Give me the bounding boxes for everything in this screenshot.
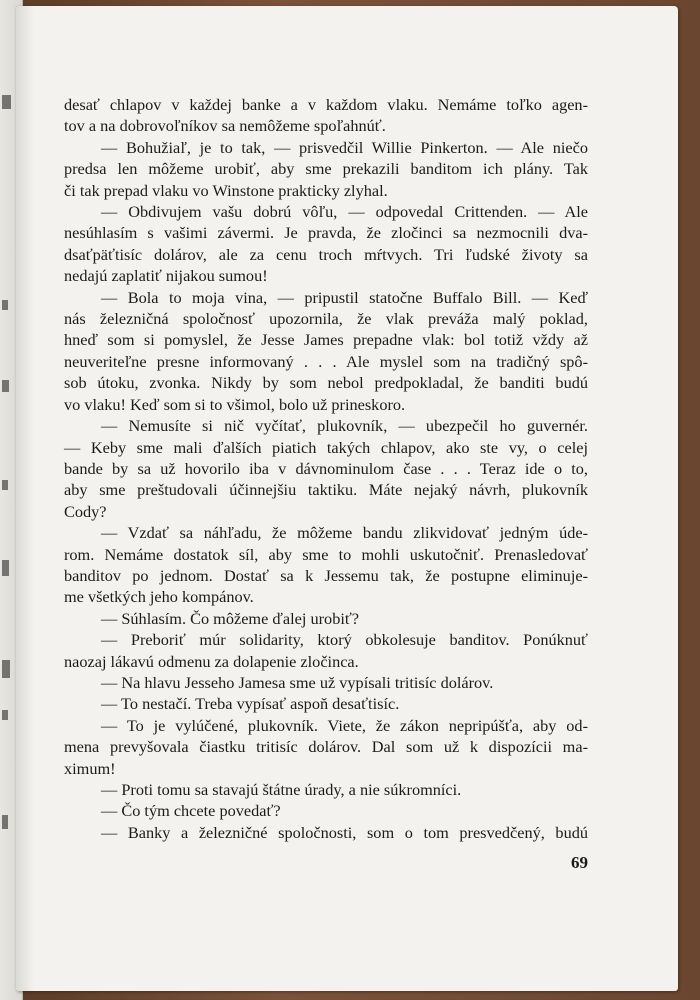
text-line: Cody?: [64, 501, 107, 521]
text-line: — Preboriť múr solidarity, ktorý obkolesuje banditov. Ponúknuť: [101, 630, 588, 650]
text-line: — Obdivujem vašu dobrú vôľu, — odpovedal Crittenden. — Ale: [101, 202, 588, 222]
text-line: mena prevyšovala čiastku tritisíc dolárov. Dal som už k dispozícii ma-: [64, 737, 588, 757]
page-number: 69: [571, 853, 588, 872]
text-line: aby sme preštudovali účinnejšiu taktiku. Máte nejaký návrh, plukovník: [64, 480, 588, 500]
text-line: me všetkých jeho kompánov.: [64, 587, 254, 607]
text-line: — Banky a železničné spoločnosti, som o tom presvedčený, budú: [101, 822, 588, 842]
text-line: nesúhlasím s vašimi závermi. Je pravda, že zločinci sa nezmocnili dva-: [64, 223, 588, 243]
text-line: — Bohužiaľ, je to tak, — prisvedčil Willie Pinkerton. — Ale niečo: [101, 137, 588, 157]
text-line: — Súhlasím. Čo môžeme ďalej urobiť?: [101, 608, 360, 628]
text-line: — Bola to moja vina, — pripustil statočne Buffalo Bill. — Keď: [101, 287, 588, 307]
text-line: nás železničná spoločnosť upozornila, že vlak preváža malý poklad,: [64, 309, 588, 329]
text-line: banditov po jednom. Dostať sa k Jessemu tak, že postupne eliminuje-: [64, 565, 588, 585]
text-line: — To nestačí. Treba vypísať aspoň desaťtisíc.: [101, 694, 400, 714]
text-line: — Keby sme mali ďalších piatich takých chlapov, ako ste vy, o celej: [64, 437, 588, 457]
text-line: ximum!: [64, 758, 116, 778]
text-line: — Na hlavu Jesseho Jamesa sme už vypísali tritisíc dolárov.: [101, 672, 494, 692]
text-line: desať chlapov v každej banke a v každom vlaku. Nemáme toľko agen-: [64, 95, 588, 114]
text-line: rom. Nemáme dostatok síl, aby sme to mohli uskutočniť. Prenasledovať: [64, 544, 588, 564]
text-line: — Čo tým chcete povedať?: [101, 801, 281, 821]
text-line: či tak prepad vlaku vo Winstone prakticky zlyhal.: [64, 180, 388, 200]
text-line: naozaj lákavú odmenu za dolapenie zločinca.: [64, 651, 359, 671]
book-page: [16, 6, 678, 991]
text-line: — Proti tomu sa stavajú štátne úrady, a nie súkromníci.: [101, 780, 462, 799]
text-line: tov a na dobrovoľníkov sa nemôžeme spoľahnúť.: [64, 116, 386, 136]
text-line: — Nemusíte si nič vyčítať, plukovník, — ubezpečil ho guvernér.: [101, 416, 588, 436]
text-line: — Vzdať sa náhľadu, že môžeme bandu zlikvidovať jedným úde-: [101, 523, 588, 543]
text-line: predsa len môžeme urobiť, aby sme prekazili banditom ich plány. Tak: [64, 159, 588, 179]
text-line: nedajú zaplatiť nijakou sumou!: [64, 266, 268, 286]
text-line: — To je vylúčené, plukovník. Viete, že zákon nepripúšťa, aby od-: [101, 715, 588, 735]
text-line: vo vlaku! Keď som si to všimol, bolo už prineskoro.: [64, 394, 406, 414]
text-line: sob útoku, zvonka. Nikdy by som nebol predpokladal, že banditi budú: [64, 373, 588, 393]
text-line: hneď som si pomyslel, že Jesse James prepadne vlak: bol totiž vždy až: [64, 330, 588, 350]
text-line: bande by sa už hovorilo iba v dávnominulom čase . . . Teraz ide o to,: [64, 458, 588, 478]
text-line: dsaťpäťtisíc dolárov, ale za cenu troch mŕtvych. Tri ľudské životy sa: [64, 244, 588, 264]
body-text: [64, 94, 588, 843]
text-line: neuveriteľne presne informovaný . . . Ale myslel som na tradičný spô-: [64, 351, 588, 371]
